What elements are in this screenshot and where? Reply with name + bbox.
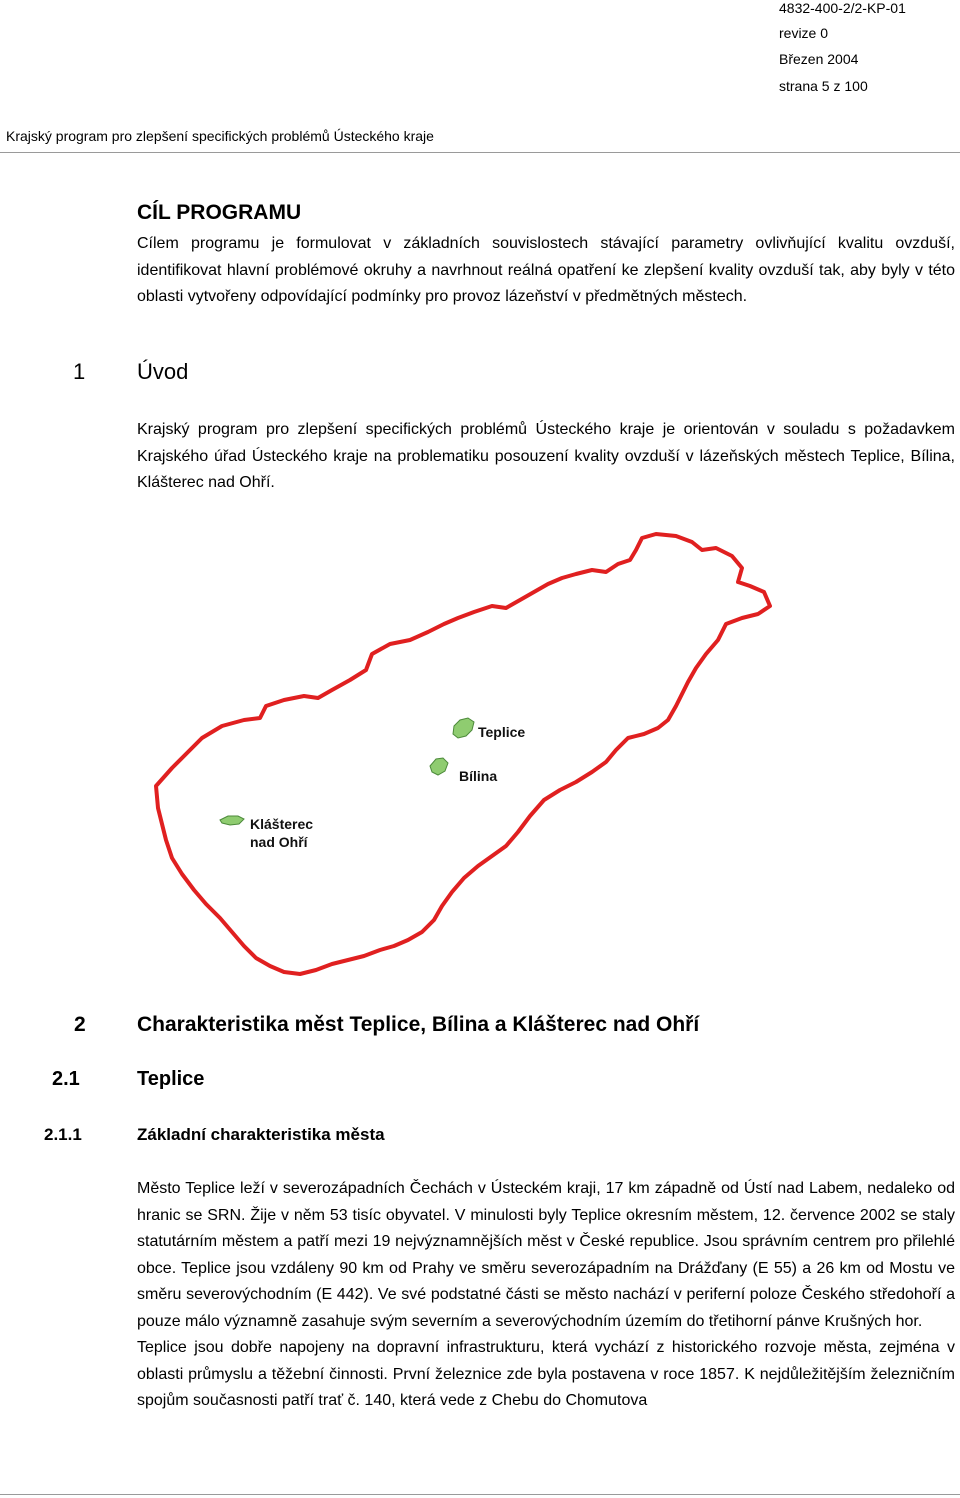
region-map-graphic <box>136 520 772 990</box>
teplice-paragraph-2: Teplice jsou dobře napojeny na dopravní infrastrukturu, která vychází z historického rozvoje města, zejména v oblasti průmyslu a těžební činnosti. První železnice zde byla postavena v roce 1857. K nejdůležitějším železničním spojům současnosti patří trať č. 140, která vede z Chebu do Chomutova <box>137 1339 955 1409</box>
klasterec-city-shape <box>220 816 244 825</box>
region-map <box>136 520 772 990</box>
footer-divider <box>0 1494 960 1495</box>
teplice-paragraphs <box>137 1176 955 1415</box>
region-border <box>156 534 770 974</box>
document-number: 4832-400-2/2-KP-01 <box>779 0 906 16</box>
goal-heading: CÍL PROGRAMU <box>137 201 302 224</box>
intro-paragraph <box>137 417 955 497</box>
bilina-city-shape <box>430 758 448 775</box>
document-date: Březen 2004 <box>779 51 859 67</box>
teplice-city-shape <box>453 718 474 738</box>
section-2-1-1-number: 2.1.1 <box>44 1125 82 1144</box>
section-1-number: 1 <box>73 359 86 384</box>
teplice-map-label: Teplice <box>478 724 526 740</box>
section-2-title: Charakteristika měst Teplice, Bílina a Klášterec nad Ohří <box>137 1013 700 1036</box>
teplice-paragraph-1: Město Teplice leží v severozápadních Čechách v Ústeckém kraji, 17 km západně od Ústí nad Labem, nedaleko od hranic se SRN. Žije v něm 53 tisíc obyvatel. V minulosti byly Teplice okresním městem, 12. července 2002 se staly statutárním městem a patří mezi 19 nejvýznamnějších měst v České republice. Jsou správním centrem pro přilehlé obce. Teplice jsou vzdáleny 90 km od Prahy ve směru severozápadním na Drážďany (E 55) a 26 km od Mostu ve směru severovýchodním (E 442). Ve své podstatné části se město nachází v periferní poloze Českého středohoří a pouze málo významně zasahuje svým severním a severovýchodním územím do třetihorní pánve Krušných hor. <box>137 1180 955 1330</box>
header-divider <box>0 152 960 153</box>
section-2-1-title: Teplice <box>137 1068 205 1090</box>
page-number: strana 5 z 100 <box>779 78 868 94</box>
klasterec-map-label-line1: Klášterec <box>250 816 314 832</box>
revision-label: revize 0 <box>779 25 829 41</box>
running-title: Krajský program pro zlepšení specifických problémů Ústeckého kraje <box>6 128 434 144</box>
section-2-number: 2 <box>74 1013 86 1036</box>
klasterec-map-label-line2: nad Ohří <box>250 834 308 850</box>
goal-paragraph <box>137 231 955 311</box>
section-2-1-number: 2.1 <box>52 1068 80 1090</box>
section-1-title: Úvod <box>137 359 189 384</box>
bilina-map-label: Bílina <box>459 768 498 784</box>
goal-text: Cílem programu je formulovat v základních souvislostech stávající parametry ovlivňující kvalitu ovzduší, identifikovat hlavní problémové okruhy a navrhnout reálná opatření ke zlepšení kvality ovzduší tak, aby byly v této oblasti vytvořeny odpovídající podmínky pro provoz lázeňství v předmětných městech. <box>137 235 955 305</box>
section-2-1-1-title: Základní charakteristika města <box>137 1125 385 1144</box>
intro-text: Krajský program pro zlepšení specifických problémů Ústeckého kraje je orientován v souladu s požadavkem Krajského úřad Ústeckého kraje na problematiku posouzení kvality ovzduší v lázeňských městech Teplice, Bílina, Klášterec nad Ohří. <box>137 421 955 491</box>
